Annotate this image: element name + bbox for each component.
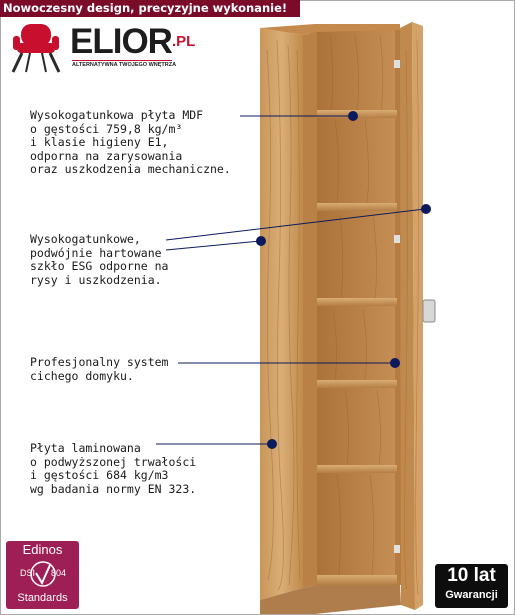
callout-laminate-line: wg badania normy EN 323.	[30, 481, 197, 496]
callout-dot-icon	[390, 358, 400, 368]
callout-soft-close-line: Profesjonalny system	[30, 355, 169, 369]
callout-mdf-line: oraz uszkodzenia mechaniczne.	[30, 162, 231, 176]
edinos-number: 804	[51, 568, 67, 578]
warranty-years: 10 lat	[447, 565, 496, 586]
logo-tagline: ALTERNATYWNA TWOJEGO WNĘTRZA	[72, 62, 177, 68]
callout-dot-icon	[348, 111, 358, 121]
edinos-badge	[6, 541, 79, 609]
edinos-brand: Edinos	[22, 542, 63, 557]
callout-glass-line: szkło ESG odporne na	[30, 259, 169, 273]
logo-name: ELIOR	[70, 22, 172, 61]
warranty-badge	[435, 564, 508, 608]
logo-suffix: .PL	[171, 33, 196, 50]
leader-line-glass	[166, 209, 425, 240]
edinos-standard: Standards	[17, 592, 68, 604]
callout-mdf-line: Wysokogatunkowa płyta MDF	[30, 108, 204, 122]
callout-dot-icon	[421, 204, 431, 214]
leader-line-glass-2	[166, 241, 260, 250]
callout-mdf-line: i klasie higieny E1,	[30, 135, 169, 149]
callout-laminate-line: o podwyższonej trwałości	[30, 454, 197, 469]
warranty-label: Gwarancji	[445, 589, 498, 601]
callout-laminate-line: Płyta laminowana	[30, 441, 141, 455]
callout-dot-icon	[256, 236, 266, 246]
promo-banner-text: Nowoczesny design, precyzyjne wykonanie!	[3, 1, 288, 15]
edinos-ds: DSI	[20, 568, 36, 578]
callout-dot-icon	[267, 439, 277, 449]
callout-soft-close-line: cichego domyku.	[30, 368, 134, 383]
callout-glass-line: podwójnie hartowane	[30, 245, 162, 260]
callout-mdf-line: odporna na zarysowania	[30, 148, 183, 163]
callout-laminate-line: i gęstości 684 kg/m3	[30, 468, 169, 482]
callout-mdf-line: o gęstości 759,8 kg/m³	[30, 121, 183, 136]
callout-glass-line: rysy i uszkodzenia.	[30, 272, 162, 287]
callout-glass-line: Wysokogatunkowe,	[30, 232, 141, 246]
